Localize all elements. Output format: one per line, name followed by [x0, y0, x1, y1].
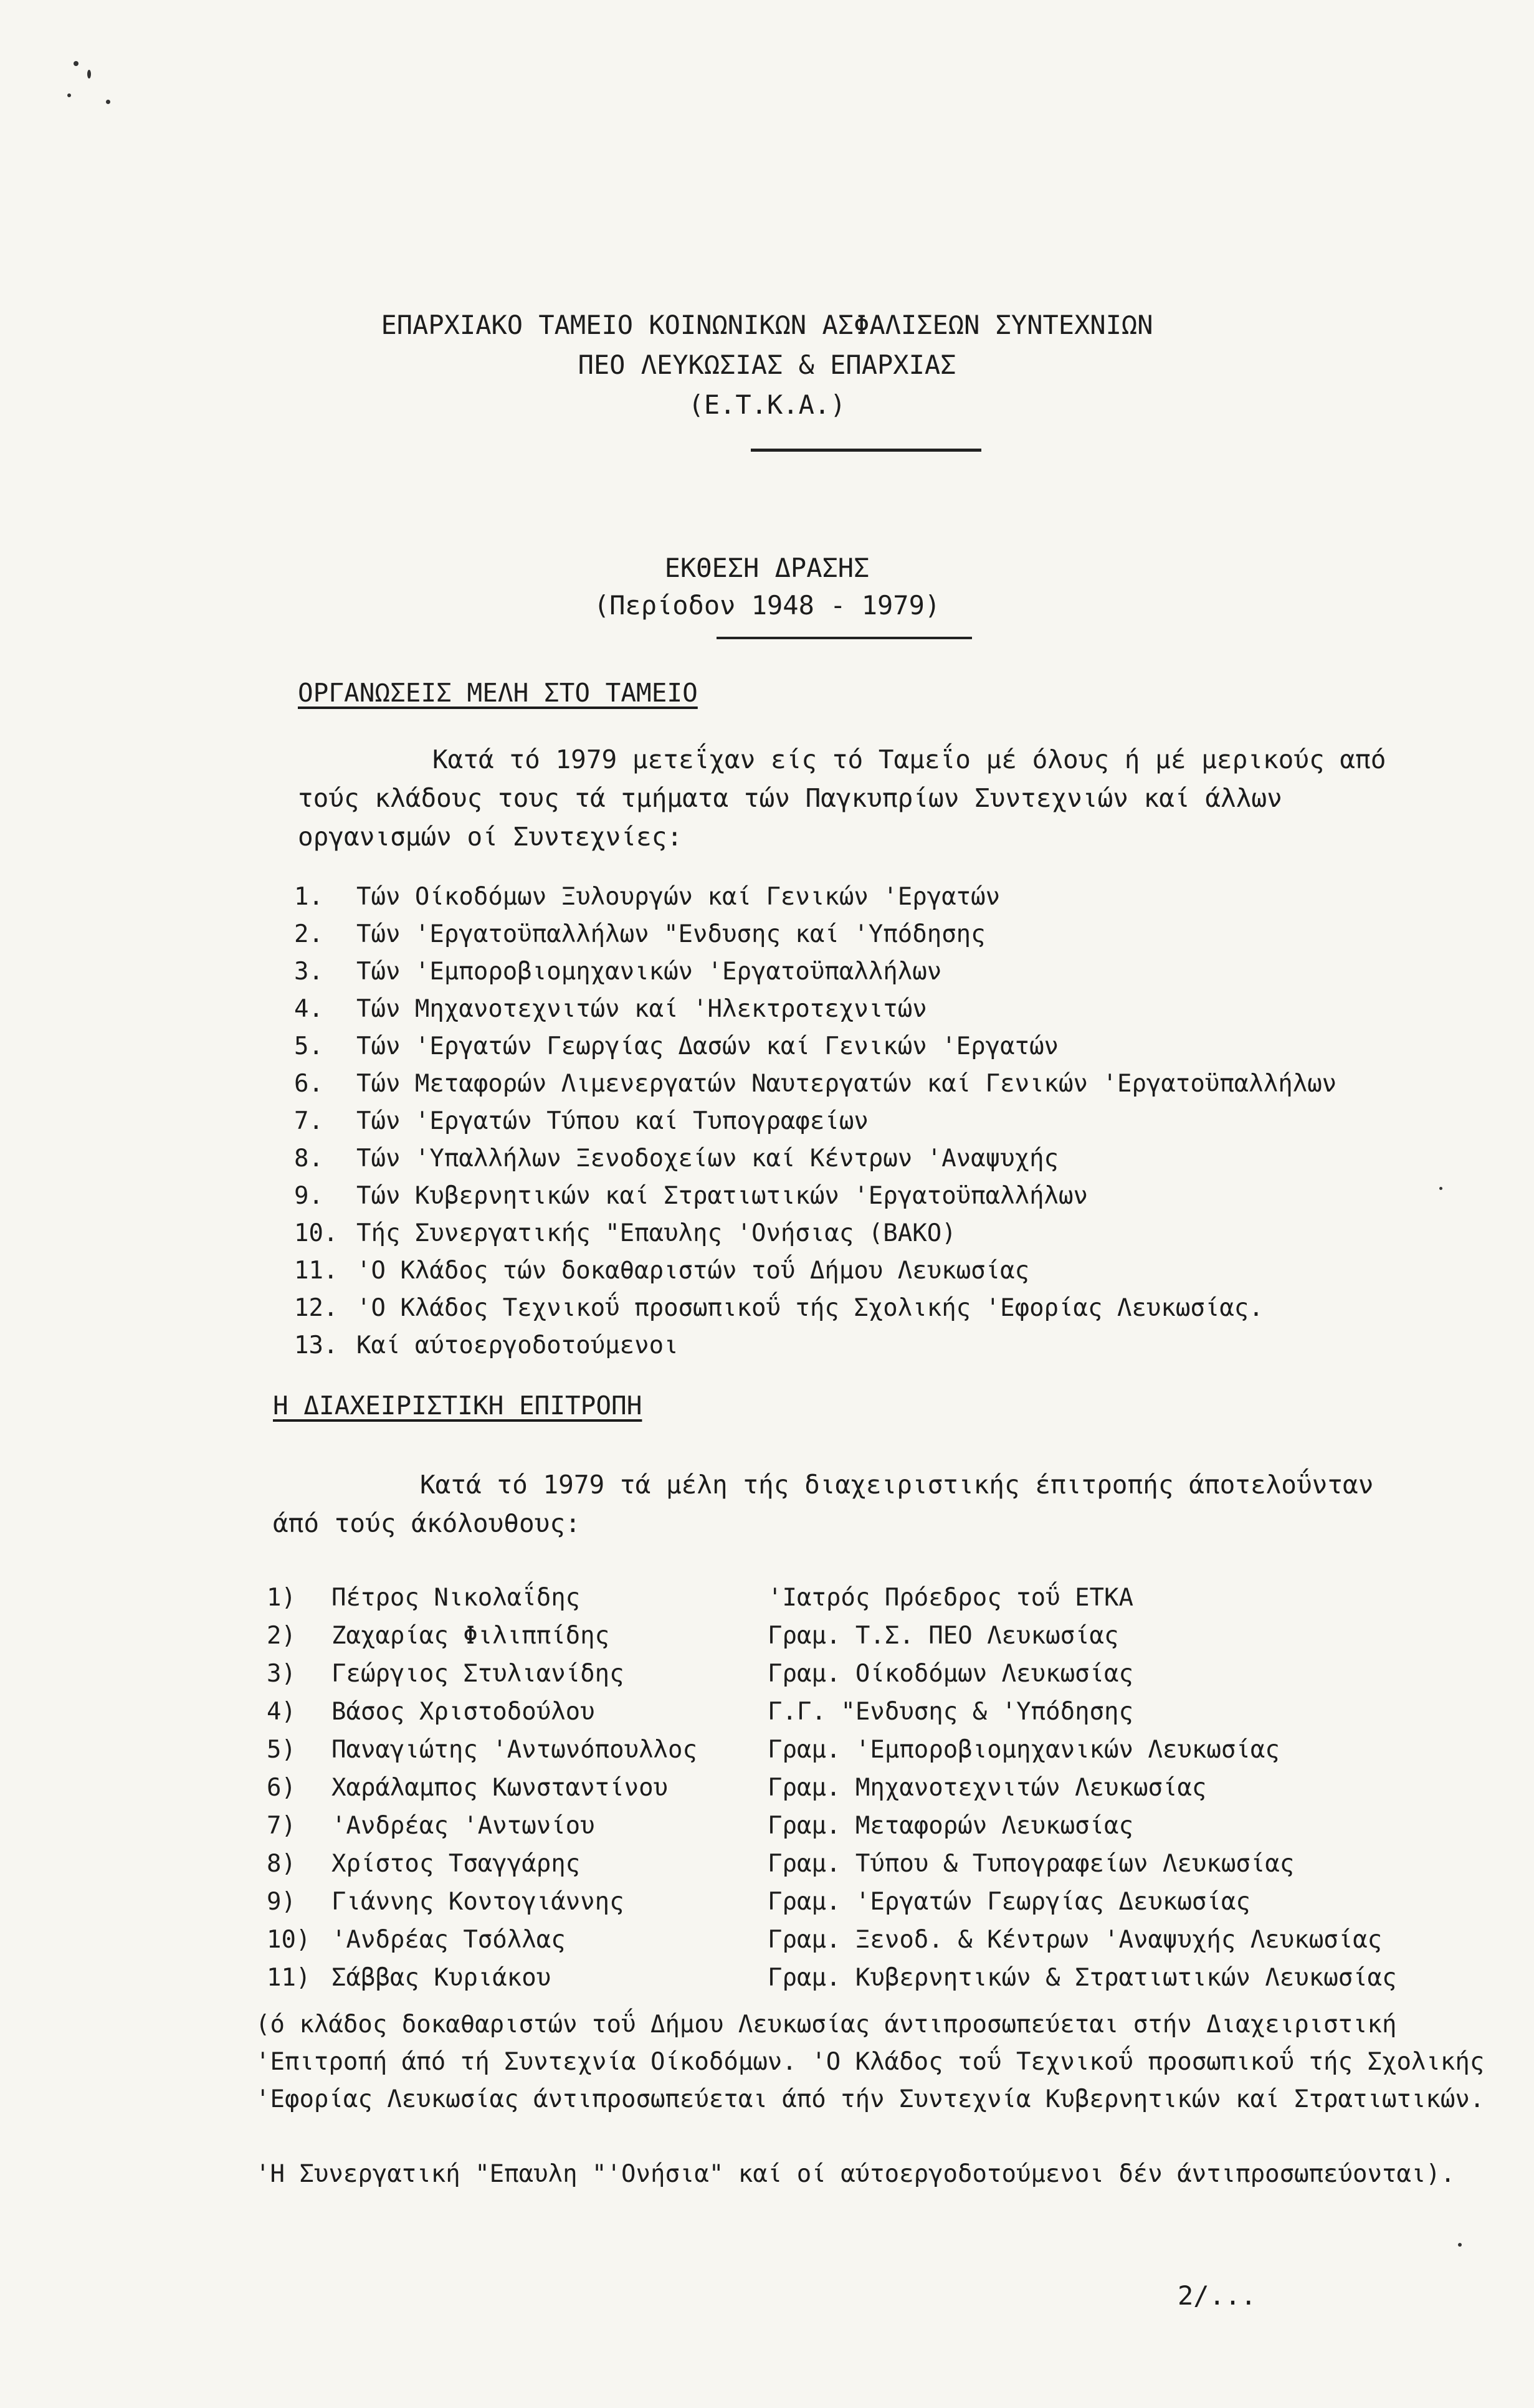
scan-speck: [106, 100, 110, 104]
list-item: 8. Τών 'Υπαλλήλων Ξενοδοχείων καί Κέντρων 'Αναψυχής: [294, 1145, 1059, 1173]
report-title: ΕΚΘΕΣΗ ΔΡΑΣΗΣ: [664, 553, 870, 583]
scan-speck: [67, 93, 71, 97]
scan-speck: [74, 61, 79, 66]
scan-speck: [1458, 2243, 1462, 2247]
list-item: 10. Τής Συνεργατικής "Επαυλης 'Ονήσιας (ΒΑΚΟ): [294, 1219, 956, 1247]
list-item: 9. Τών Κυβερνητικών καί Στρατιωτικών 'Εργατοϋπαλλήλων: [294, 1182, 1088, 1210]
scan-speck: [1439, 1187, 1442, 1190]
section-title-committee: Η ΔΙΑΧΕΙΡΙΣΤΙΚΗ ΕΠΙΤΡΟΠΗ: [273, 1391, 642, 1421]
list-item: 7. Τών 'Εργατών Τύπου καί Τυπογραφείων: [294, 1107, 869, 1135]
section-intro-members: Κατά τό 1979 μετεΐχαν είς τό Ταμεΐο μέ όλους ή μέ μερικούς από τούς κλάδους τους τά τμήματα τών Παγκυπρίων Συντεχνιών καί άλλων οργανισμών οί Συντεχνίες:: [298, 745, 1386, 852]
header-rule: [751, 449, 981, 452]
document-page: ΕΠΑΡΧΙΑΚΟ ΤΑΜΕΙΟ ΚΟΙΝΩΝΙΚΩΝ ΑΣΦΑΛΙΣΕΩΝ ΣΥΝΤΕΧΝΙΩΝ ΠΕΟ ΛΕΥΚΩΣΙΑΣ & ΕΠΑΡΧΙΑΣ (Ε.Τ.Κ.Α.) ΕΚΘΕΣΗ ΔΡΑΣΗΣ (Περίοδον 1948 - 1979) ΟΡΓΑΝΩΣΕΙΣ ΜΕΛΗ ΣΤΟ ΤΑΜΕΙΟ Κατά τό 1979 μετεΐχαν είς τό Ταμεΐο μέ όλους ή μέ μερικούς από τούς κλάδους τους τά τμήματα τών Παγκυπρίων Συντεχνιών καί άλλων οργανισμών οί Συντεχνίες: 1. Τών Οίκοδόμων Ξυλουργών καί Γενικών 'Εργατών 2. Τών 'Εργατοϋπαλλήλων "Ενδυσης καί 'Υπόδησης 3. Τών 'Εμποροβιομηχανικών 'Εργατοϋπαλλήλων 4. Τών Μηχανοτεχνιτών καί 'Ηλεκτροτεχνιτών 5. Τών 'Εργατών Γεωργίας Δασών καί Γενικών 'Εργατών 6. Τών Μεταφορών Λιμενεργατών Ναυτεργατών καί Γενικών 'Εργατοϋπαλλήλων 7. Τών 'Εργατών Τύπου καί Τυπογραφείων 8. Τών 'Υπαλλήλων Ξενοδοχείων καί Κέντρων 'Αναψυχής 9. Τών Κυβερνητικών καί Στρατιωτικών 'Εργατοϋπαλλήλων 10. Τής Συνεργατικής "Επαυλης 'Ονήσιας (ΒΑΚΟ) 11. 'Ο Κλάδος τών δοκαθαριστών τοΰ Δήμου Λευκωσίας 12. 'Ο Κλάδος Τεχνικοΰ προσωπικοΰ τής Σχολικής 'Εφορίας Λευκωσίας. 13. Καί αύτοεργοδοτούμενοι Η ΔΙΑΧΕΙΡΙΣΤΙΚΗ ΕΠΙΤΡΟΠΗ Κατά τό 1979 τά μέλη τής διαχειριστικής έπιτροπής άποτελοΰνταν άπό τούς άκόλουθους: 1) Πέτρος Νικολαΐδης 'Ιατρός Πρόεδρος τοΰ ΕΤΚΑ 2) Ζαχαρίας Φιλιππίδης Γραμ. Τ.Σ. ΠΕΟ Λευκωσίας 3) Γεώργιος Στυλιανίδης Γραμ. Οίκοδόμων Λευκωσίας 4) Βάσος Χριστοδούλου Γ.Γ. "Ενδυσης & 'Υπόδησης 5) Παναγιώτης 'Αντωνόπουλλος Γραμ. 'Εμποροβιομηχανικών Λευκωσίας 6) Χαράλαμπος Κωνσταντίνου Γραμ. Μηχανοτεχνιτών Λευκωσίας 7) 'Ανδρέας 'Αντωνίου Γραμ. Μεταφορών Λευκωσίας 8) Χρίστος Τσαγγάρης Γραμ. Τύπου & Τυπογραφείων Λευκωσίας 9) Γιάννης Κοντογιάννης Γραμ. 'Εργατών Γεωργίας Δευκωσίας 10) 'Ανδρέας Τσόλλας Γραμ. Ξενοδ. & Κέντρων 'Αναψυχής Λευκωσίας 11) Σάββας Κυριάκου Γραμ. Κυβερνητικών & Στρατιωτικών Λευκωσίας (ό κλάδος δοκαθαριστών τοΰ Δήμου Λευκωσίας άντιπροσωπεύεται στήν Διαχειριστική 'Επιτροπή άπό τή Συντεχνία Οίκοδόμων. 'Ο Κλάδος τοΰ Τεχνικοΰ προσωπικοΰ τής Σχολικής 'Εφορίας Λευκωσίας άντιπροσωπεύεται άπό τήν Συντεχνία Κυβερνητικών καί Στρατιωτικών. 'Η Συνεργατική "Επαυλη "'Ονήσια" καί οί αύτοεργοδοτούμενοι δέν άντιπροσωπεύονται). 2/...: [0, 0, 1534, 2408]
list-item: 5. Τών 'Εργατών Γεωργίας Δασών καί Γενικών 'Εργατών: [294, 1032, 1059, 1060]
list-item: 4. Τών Μηχανοτεχνιτών καί 'Ηλεκτροτεχνιτών: [294, 995, 927, 1023]
committee-note: (ό κλάδος δοκαθαριστών τοΰ Δήμου Λευκωσίας άντιπροσωπεύεται στήν Διαχειριστική 'Επιτροπή άπό τή Συντεχνία Οίκοδόμων. 'Ο Κλάδος τοΰ Τεχνικοΰ προσωπικοΰ τής Σχολικής 'Εφορίας Λευκωσίας άντιπροσωπεύεται άπό τήν Συντεχνία Κυβερνητικών καί Στρατιωτικών.: [255, 2011, 1485, 2113]
report-period: (Περίοδον 1948 - 1979): [593, 590, 941, 621]
list-item: 12. 'Ο Κλάδος Τεχνικοΰ προσωπικοΰ τής Σχολικής 'Εφορίας Λευκωσίας.: [294, 1294, 1264, 1322]
page-number: 2/...: [1178, 2280, 1257, 2311]
list-item: 13. Καί αύτοεργοδοτούμενοι: [294, 1331, 679, 1359]
list-item: 3. Τών 'Εμποροβιομηχανικών 'Εργατοϋπαλλήλων: [294, 958, 942, 986]
list-item: 6. Τών Μεταφορών Λιμενεργατών Ναυτεργατών καί Γενικών 'Εργατοϋπαλλήλων: [294, 1070, 1337, 1098]
title-rule: [717, 637, 972, 639]
committee-note-final: 'Η Συνεργατική "Επαυλη "'Ονήσια" καί οί αύτοεργοδοτούμενοι δέν άντιπροσωπεύονται).: [255, 2160, 1455, 2188]
list-item: 11. 'Ο Κλάδος τών δοκαθαριστών τοΰ Δήμου Λευκωσίας: [294, 1257, 1030, 1285]
section-intro-committee: Κατά τό 1979 τά μέλη τής διαχειριστικής έπιτροπής άποτελοΰνταν άπό τούς άκόλουθους:: [273, 1470, 1374, 1538]
list-item: 2. Τών 'Εργατοϋπαλλήλων "Ενδυσης καί 'Υπόδησης: [294, 920, 986, 948]
list-item: 1. Τών Οίκοδόμων Ξυλουργών καί Γενικών 'Εργατών: [294, 883, 1001, 911]
scan-speck: [87, 70, 91, 79]
section-title-members: ΟΡΓΑΝΩΣΕΙΣ ΜΕΛΗ ΣΤΟ ΤΑΜΕΙΟ: [298, 678, 698, 708]
org-acronym: (Ε.Τ.Κ.Α.): [688, 389, 846, 420]
org-name-line1: ΕΠΑΡΧΙΑΚΟ ΤΑΜΕΙΟ ΚΟΙΝΩΝΙΚΩΝ ΑΣΦΑΛΙΣΕΩΝ ΣΥΝΤΕΧΝΙΩΝ: [381, 310, 1153, 340]
org-name-line2: ΠΕΟ ΛΕΥΚΩΣΙΑΣ & ΕΠΑΡΧΙΑΣ: [578, 350, 956, 380]
